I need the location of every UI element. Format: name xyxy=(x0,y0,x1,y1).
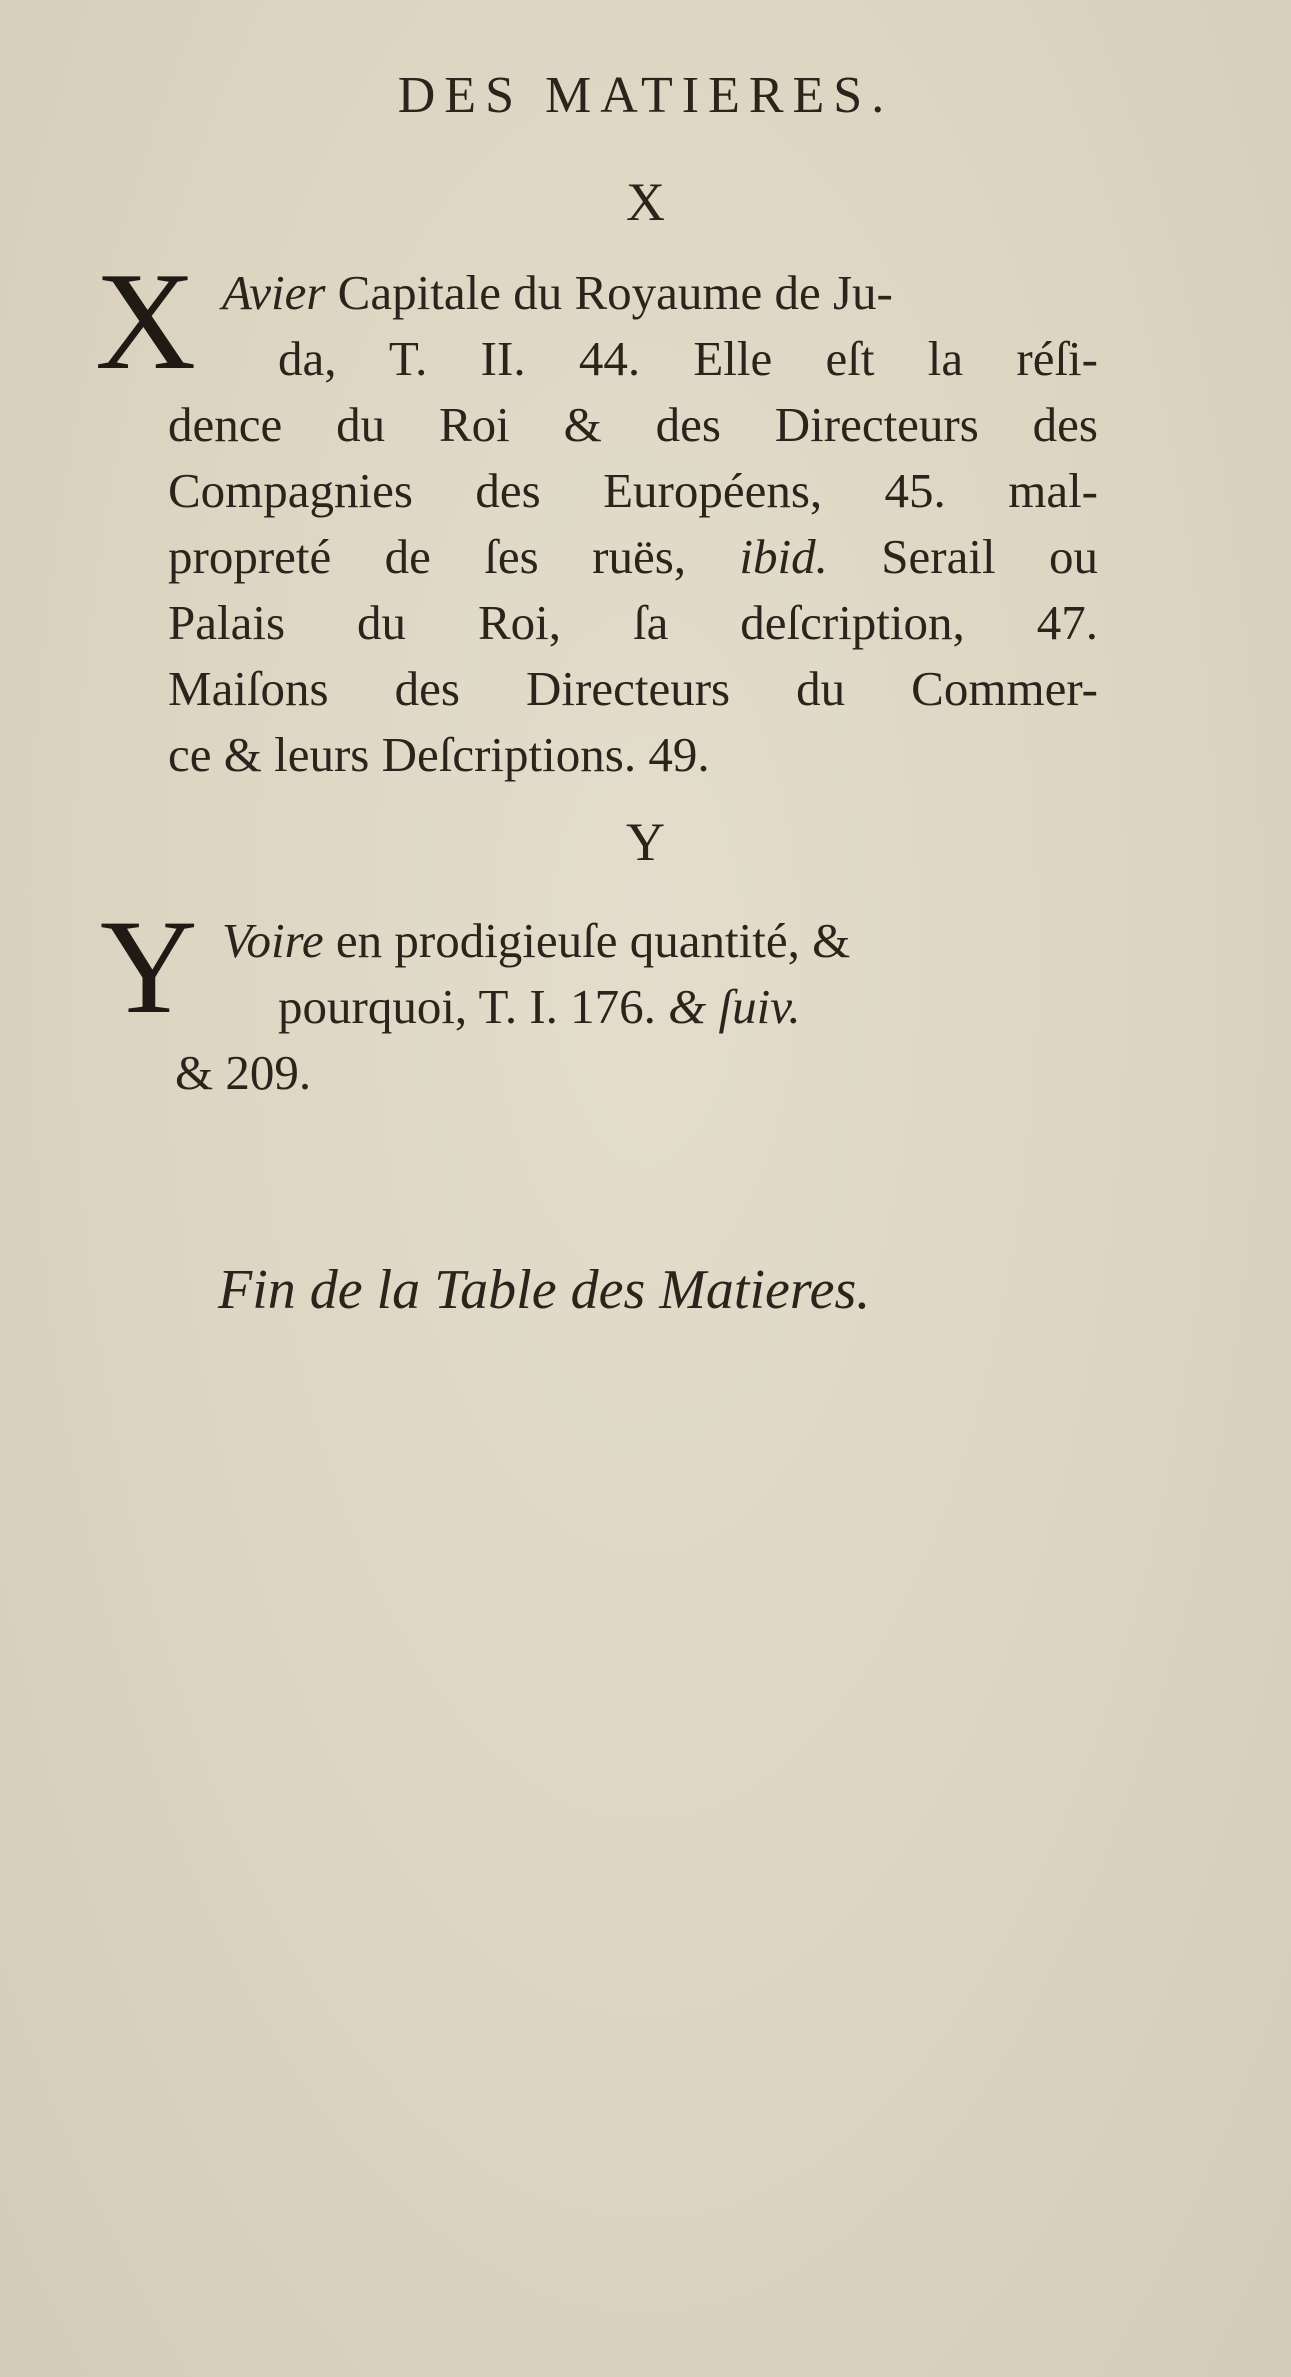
entry-line: Palais du Roi, ſa deſcription, 47. xyxy=(168,595,1098,650)
section-letter-y: Y xyxy=(626,812,665,872)
entry-line: & 209. xyxy=(175,1045,312,1100)
entry-headword: Voire xyxy=(222,913,324,968)
entry-line: ce & leurs Deſcriptions. 49. xyxy=(168,727,710,782)
entry-line: dence du Roi & des Directeurs des xyxy=(168,397,1098,452)
entry-line xyxy=(168,529,1099,584)
entry-text: pourquoi, T. I. 176. xyxy=(278,979,669,1034)
entry-text: en prodigieuſe quantité, & xyxy=(323,913,851,968)
end-of-table-note: Fin de la Table des Matieres. xyxy=(218,1259,871,1321)
entry-text: propreté de ſes ruës, xyxy=(168,529,740,584)
section-letter-x: X xyxy=(626,172,665,232)
drop-cap-x: X xyxy=(95,244,197,399)
entry-line xyxy=(278,979,801,1034)
entry-italic: & ſuiv. xyxy=(668,979,801,1034)
entry-line xyxy=(222,265,893,320)
entry-line: da, T. II. 44. Elle eſt la réſi- xyxy=(278,331,1098,386)
entry-line xyxy=(222,913,851,968)
entry-line: Compagnies des Européens, 45. mal- xyxy=(168,463,1098,518)
entry-text: Serail ou xyxy=(827,529,1099,584)
entry-text: Capitale du Royaume de Ju- xyxy=(325,265,893,320)
running-head: DES MATIERES. xyxy=(397,67,894,124)
entry-headword: Avier xyxy=(222,265,326,320)
drop-cap-y: Y xyxy=(100,893,198,1042)
entry-italic: ibid. xyxy=(739,529,828,584)
entry-line: Maiſons des Directeurs du Commer- xyxy=(168,661,1098,716)
